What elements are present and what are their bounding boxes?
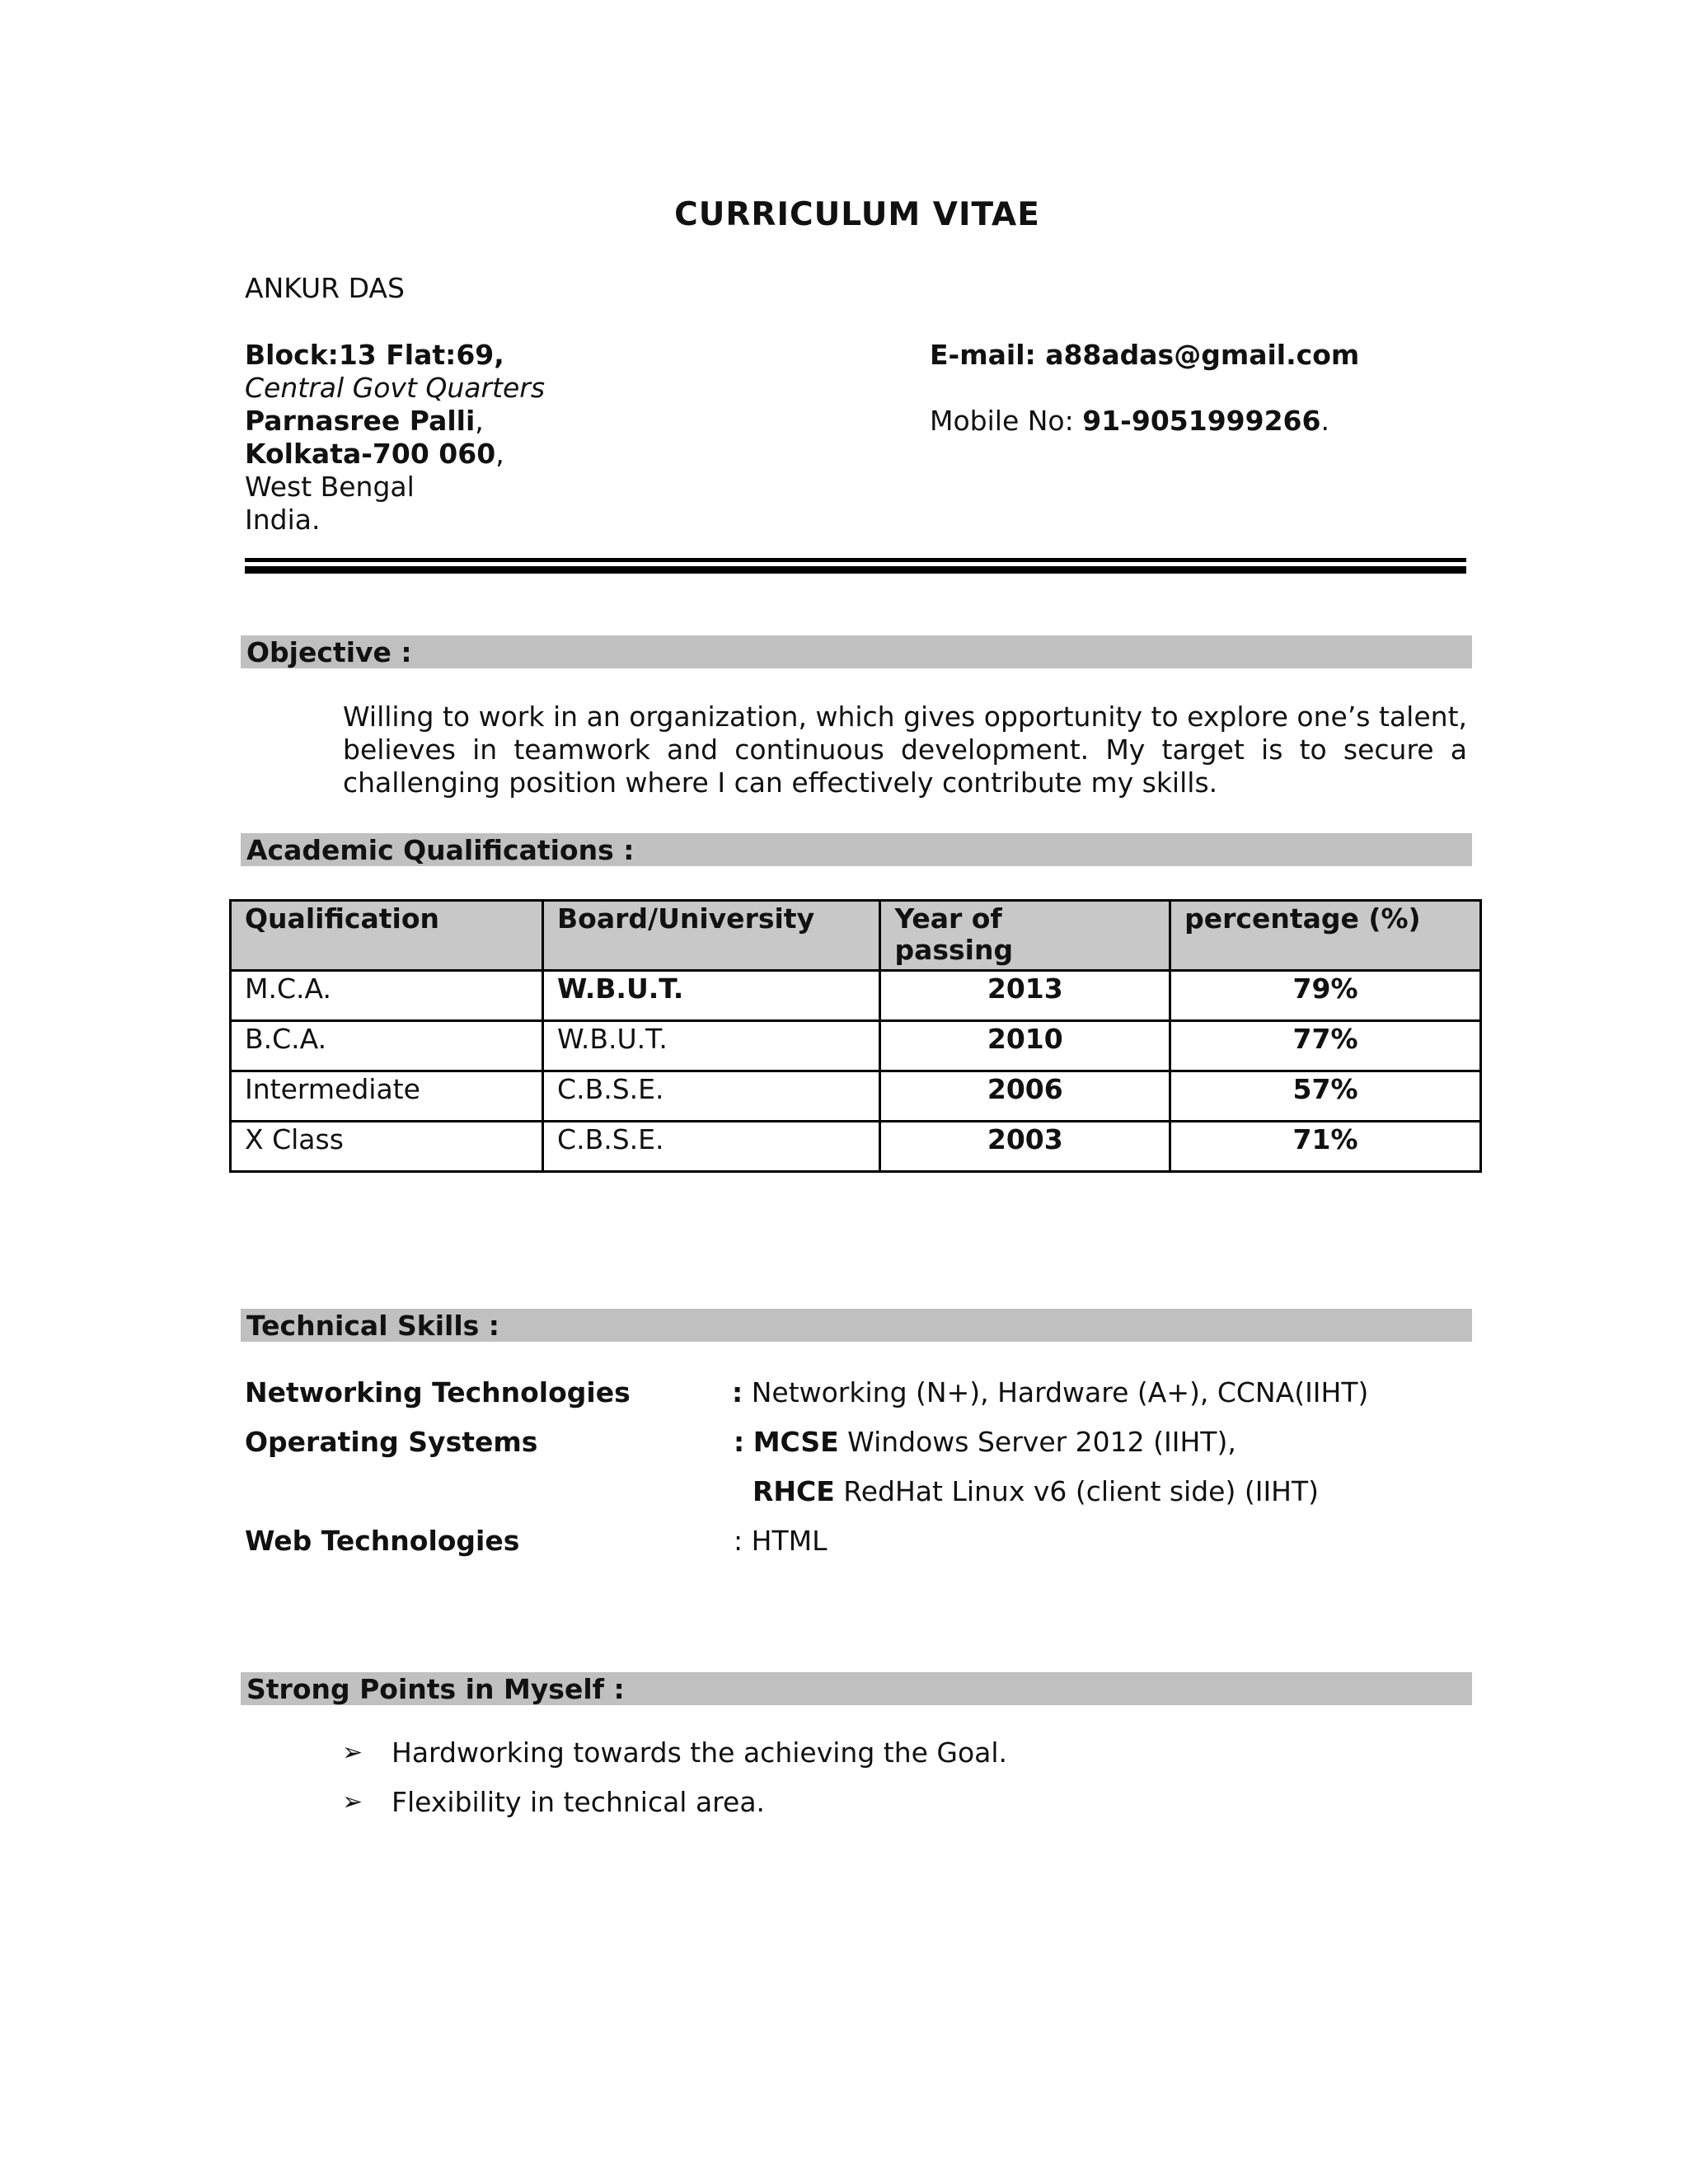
address-line-4: Kolkata-700 060, bbox=[245, 438, 504, 470]
mobile: Mobile No: 91-9051999266. bbox=[930, 405, 1329, 437]
cell-year: 2003 bbox=[880, 1122, 1170, 1172]
address-line-3: Parnasree Palli, bbox=[245, 405, 484, 437]
skill-value-web: : HTML bbox=[734, 1525, 828, 1557]
header-year: Year of passing bbox=[880, 901, 1170, 971]
section-strong-points: Strong Points in Myself : bbox=[241, 1672, 1472, 1705]
document-title: CURRICULUM VITAE bbox=[674, 196, 1040, 233]
table-row bbox=[231, 1071, 1481, 1122]
header-qualification: Qualification bbox=[231, 901, 543, 971]
table-row bbox=[231, 1021, 1481, 1071]
skill-value-os-2: RHCE RedHat Linux v6 (client side) (IIHT) bbox=[753, 1475, 1320, 1507]
skill-value-networking: : Networking (N+), Hardware (A+), CCNA(IIHT) bbox=[732, 1376, 1369, 1408]
cell-percentage: 71% bbox=[1170, 1122, 1481, 1172]
header-board: Board/University bbox=[543, 901, 880, 971]
address-line-6: India. bbox=[245, 504, 321, 536]
section-academic: Academic Qualifications : bbox=[241, 833, 1472, 866]
candidate-name: ANKUR DAS bbox=[245, 272, 405, 304]
address-line-2: Central Govt Quarters bbox=[245, 372, 546, 404]
list-item: Flexibility in technical area. bbox=[392, 1786, 766, 1818]
arrow-bullet-icon: ➢ bbox=[342, 1788, 363, 1816]
cell-qualification: M.C.A. bbox=[231, 971, 543, 1021]
cell-percentage: 79% bbox=[1170, 971, 1481, 1021]
cell-qualification: X Class bbox=[231, 1122, 543, 1172]
arrow-bullet-icon: ➢ bbox=[342, 1738, 363, 1767]
academic-table bbox=[229, 899, 1482, 1173]
section-objective: Objective : bbox=[241, 635, 1472, 668]
header-percentage: percentage (%) bbox=[1170, 901, 1481, 971]
skill-value-os-1: : MCSE Windows Server 2012 (IIHT), bbox=[734, 1426, 1236, 1458]
address-line-1: Block:13 Flat:69, bbox=[245, 339, 504, 371]
cell-board: W.B.U.T. bbox=[543, 1021, 880, 1071]
skill-label-networking: Networking Technologies bbox=[245, 1376, 631, 1408]
cell-board: C.B.S.E. bbox=[543, 1071, 880, 1122]
cell-board: C.B.S.E. bbox=[543, 1122, 880, 1172]
table-row bbox=[231, 971, 1481, 1021]
header-divider-thick bbox=[245, 566, 1466, 574]
cell-year: 2013 bbox=[880, 971, 1170, 1021]
section-technical-skills: Technical Skills : bbox=[241, 1309, 1472, 1342]
list-item: Hardworking towards the achieving the Goal. bbox=[392, 1736, 1008, 1769]
objective-text: Willing to work in an organization, which gives opportunity to explore one’s talent, believes in teamwork and continuous development. My target is to secure a challenging position where I can effectively contribute my skills. bbox=[343, 701, 1467, 799]
cell-year: 2010 bbox=[880, 1021, 1170, 1071]
table-row bbox=[231, 1122, 1481, 1172]
address-line-5: West Bengal bbox=[245, 471, 415, 503]
cell-percentage: 57% bbox=[1170, 1071, 1481, 1122]
email: E-mail: a88adas@gmail.com bbox=[930, 339, 1360, 371]
header-divider-thin bbox=[245, 558, 1466, 562]
cell-year: 2006 bbox=[880, 1071, 1170, 1122]
cell-percentage: 77% bbox=[1170, 1021, 1481, 1071]
cell-qualification: Intermediate bbox=[231, 1071, 543, 1122]
cell-qualification: B.C.A. bbox=[231, 1021, 543, 1071]
skill-label-os: Operating Systems bbox=[245, 1426, 538, 1458]
table-header-row bbox=[231, 901, 1481, 971]
skill-label-web: Web Technologies bbox=[245, 1525, 520, 1557]
cell-board: W.B.U.T. bbox=[543, 971, 880, 1021]
